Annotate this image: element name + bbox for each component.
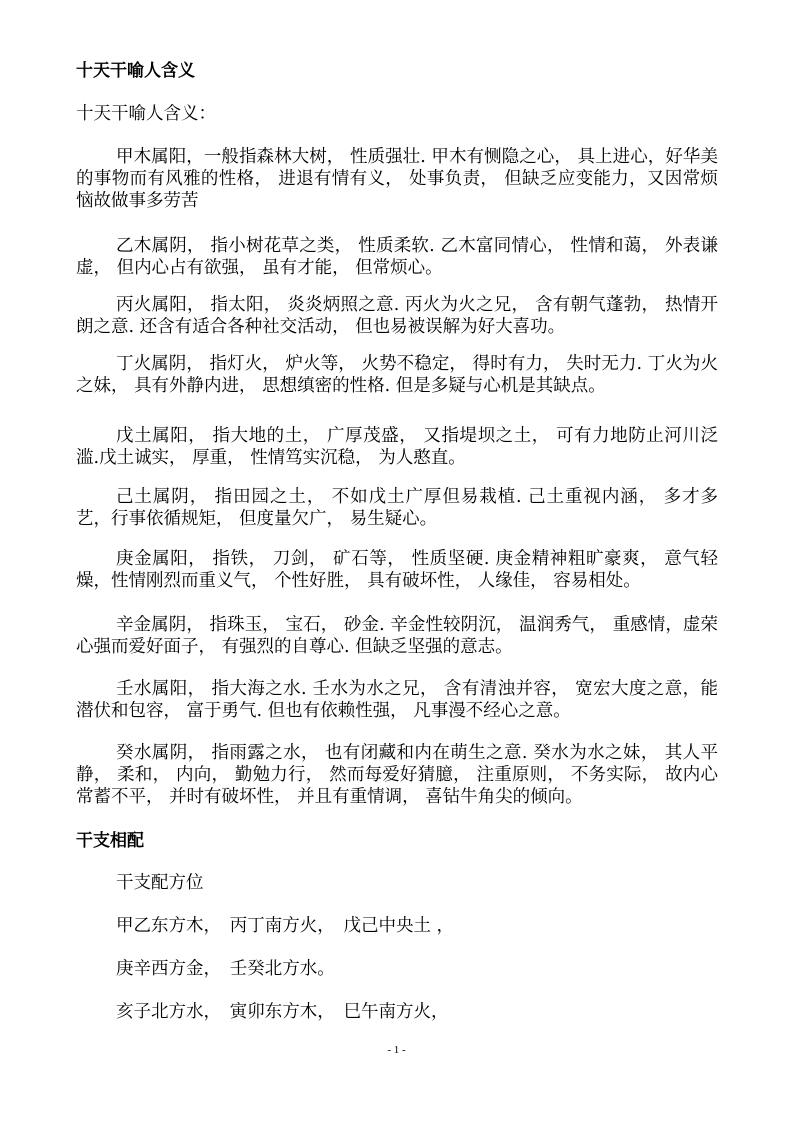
paragraph-wu-earth: 戊土属阳， 指大地的土， 广厚茂盛， 又指堤坝之土， 可有力地防止河川泛滥.戊土诚实， 厚重， 性情笃实沉稳， 为人憨直。 — [76, 426, 718, 468]
paragraph-bing-fire: 丙火属阳， 指太阳， 炎炎炳照之意. 丙火为火之兄， 含有朝气蓬勃， 热情开朗之意. 还含有适合各种社交活动， 但也易被误解为好大喜功。 — [76, 295, 718, 337]
paragraph-jia-wood: 甲木属阳，一般指森林大树， 性质强壮. 甲木有恻隐之心， 具上进心，好华美的事物而有风雅的性格， 进退有情有义， 处事负责， 但缺乏应变能力，又因常烦恼故做事多劳苦 — [76, 147, 718, 211]
directions-line-1: 甲乙东方木， 丙丁南方火， 戊己中央土 ， — [116, 916, 455, 936]
paragraph-ding-fire: 丁火属阴， 指灯火， 炉火等， 火势不稳定， 得时有力， 失时无力. 丁火为火之妹， 具有外静内进， 思想缜密的性格. 但是多疑与心机是其缺点。 — [76, 354, 718, 396]
section-heading-ten-stems: 十天干喻人含义 — [76, 61, 195, 81]
paragraph-gui-water: 癸水属阴， 指雨露之水， 也有闭藏和内在萌生之意. 癸水为水之妹， 其人平静， 柔和， 内向， 勤勉力行， 然而每爱好猜臆， 注重原则， 不务实际， 故内心常蓄不平， 并时有破坏性， 并且有重情调， 喜钻牛角尖的倾向。 — [76, 743, 718, 807]
paragraph-xin-metal: 辛金属阴， 指珠玉， 宝石， 砂金. 辛金性较阴沉， 温润秀气， 重感情，虚荣心强而爱好面子， 有强烈的自尊心. 但缺乏坚强的意志。 — [76, 615, 718, 657]
page-number: - 1 - — [387, 1044, 406, 1056]
subheading-directions: 干支配方位 — [116, 873, 204, 893]
paragraph-ji-earth: 己土属阴， 指田园之土， 不如戊土广厚但易栽植. 己土重视内涵， 多才多艺，行事依循规矩， 但度量欠广， 易生疑心。 — [76, 487, 718, 529]
section-heading-stems-branches: 干支相配 — [76, 831, 144, 851]
paragraph-ren-water: 壬水属阳， 指大海之水. 壬水为水之兄， 含有清浊并容， 宽宏大度之意，能潜伏和包容， 富于勇气. 但也有依赖性强， 凡事漫不经心之意。 — [76, 679, 718, 721]
subtitle-ten-stems: 十天干喻人含义： — [76, 104, 216, 124]
paragraph-yi-wood: 乙木属阴， 指小树花草之类， 性质柔软. 乙木富同情心， 性情和蔼， 外表谦虚， 但内心占有欲强， 虽有才能， 但常烦心。 — [76, 236, 718, 278]
paragraph-geng-metal: 庚金属阳， 指铁， 刀剑， 矿石等， 性质坚硬. 庚金精神粗旷豪爽， 意气轻燥，性情刚烈而重义气， 个性好胜， 具有破坏性， 人缘佳， 容易相处。 — [76, 549, 718, 591]
directions-line-3: 亥子北方水， 寅卯东方木， 巳午南方火， — [116, 1002, 449, 1022]
directions-line-2: 庚辛西方金， 壬癸北方水。 — [116, 959, 335, 979]
